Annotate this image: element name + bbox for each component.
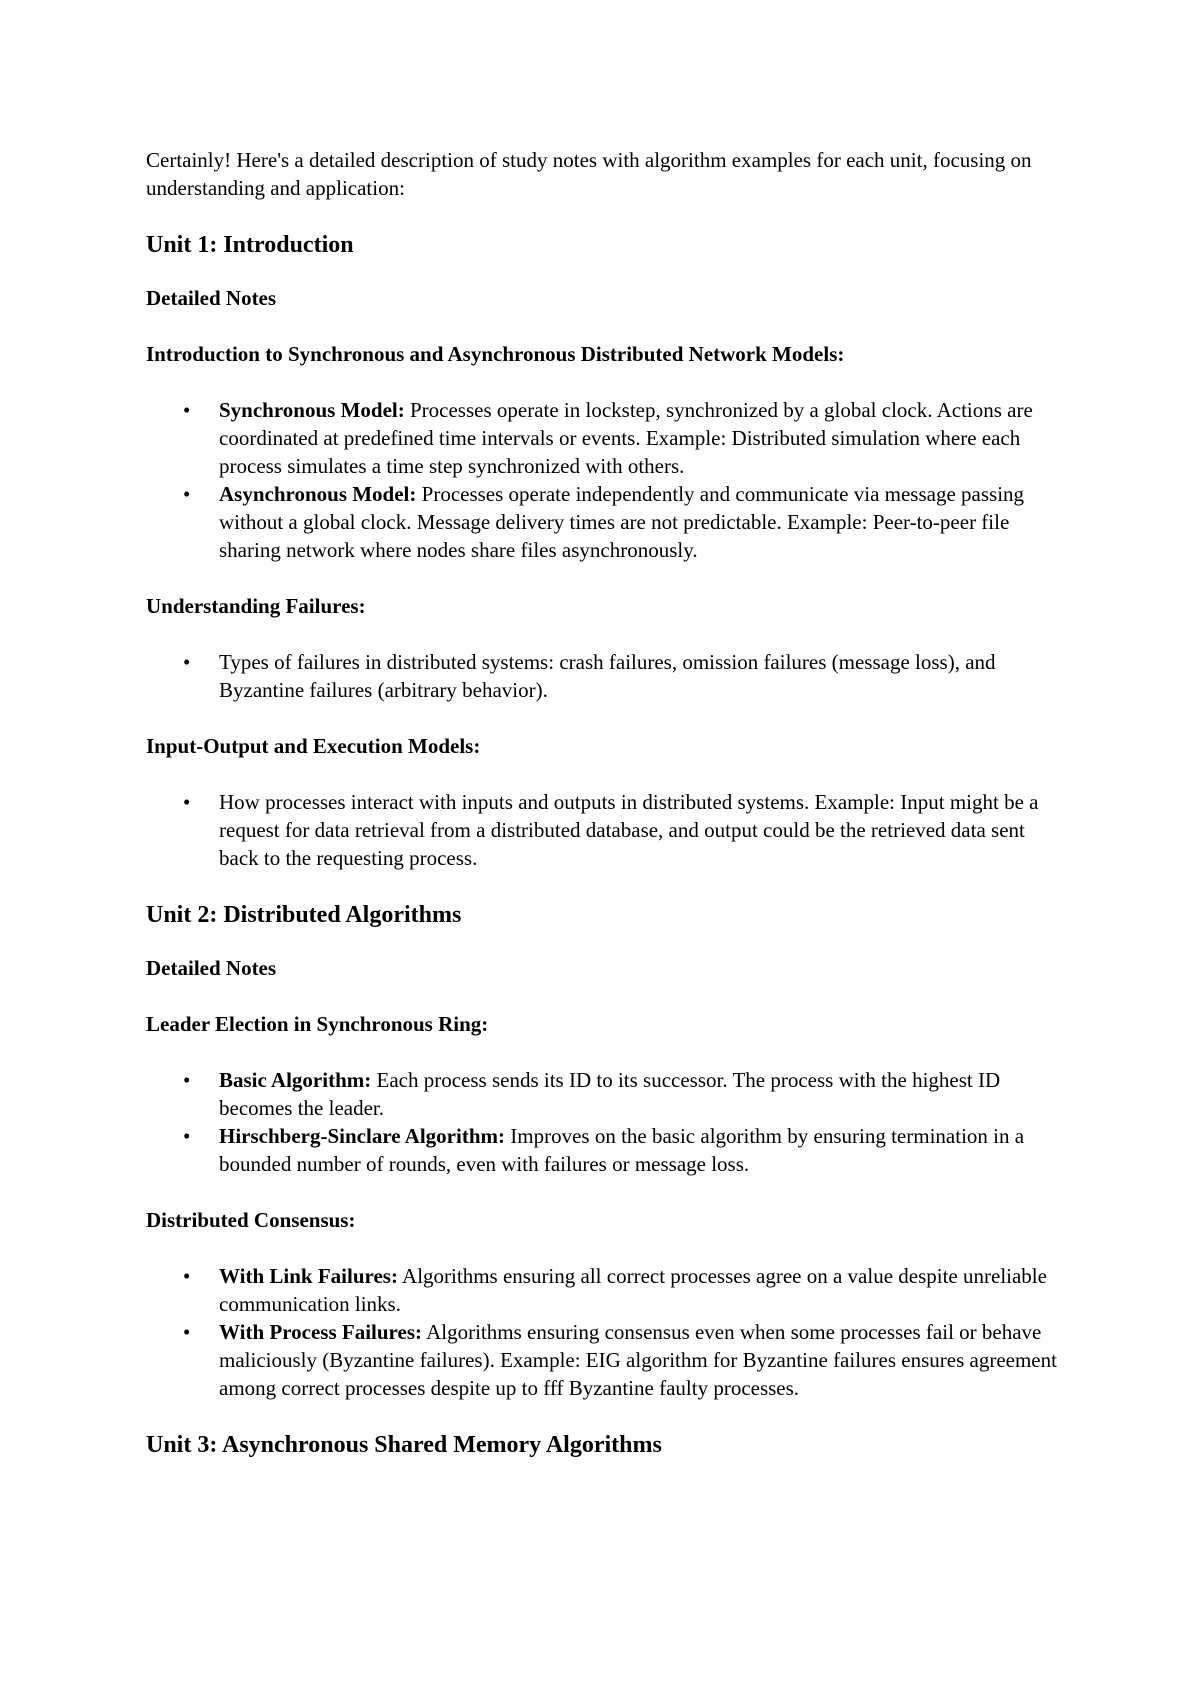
bullet-icon: •: [183, 790, 191, 814]
intro-paragraph: Certainly! Here's a detailed description of study notes with algorithm examples for each unit, focusing on understanding and application:: [146, 148, 1032, 200]
list-item-text: Types of failures in distributed systems: crash failures, omission failures (message loss), and Byzantine failures (arbitrary behavior).: [219, 650, 996, 702]
unit-1-models-list: [146, 396, 1066, 564]
list-item-text: Improves on the basic algorithm by ensuring termination in a bounded number of rounds, even with failures or message loss.: [219, 1124, 1025, 1176]
unit-1-title: Unit 1: Introduction: [146, 232, 354, 258]
list-item-term: Hirschberg-Sinclare Algorithm:: [219, 1124, 505, 1148]
unit-1-notes-label: Detailed Notes: [146, 286, 277, 310]
list-item: [146, 480, 1066, 564]
list-item-text: Processes operate in lockstep, synchronized by a global clock. Actions are coordinated at predefined time intervals or events. Example: Distributed simulation where each process simulates a time step synchronized with others.: [219, 398, 1033, 478]
list-item-term: Basic Algorithm:: [219, 1068, 372, 1092]
list-item-term: Synchronous Model:: [219, 398, 405, 422]
unit-3-title: Unit 3: Asynchronous Shared Memory Algorithms: [146, 1432, 662, 1458]
list-item-term: Asynchronous Model:: [219, 482, 417, 506]
unit-1-failures-list: [146, 648, 1066, 704]
list-item: [146, 788, 1066, 872]
bullet-icon: •: [183, 1320, 191, 1344]
unit-2-consensus-list: [146, 1262, 1066, 1402]
list-item: [146, 1318, 1066, 1402]
unit-2-title: Unit 2: Distributed Algorithms: [146, 902, 462, 928]
list-item-term: With Link Failures:: [219, 1264, 398, 1288]
unit-2-section-leader-heading: Leader Election in Synchronous Ring:: [146, 1012, 489, 1036]
list-item: [146, 1262, 1066, 1318]
list-item: [146, 1066, 1066, 1122]
list-item-text: Algorithms ensuring consensus even when some processes fail or behave maliciously (Byzantine failures). Example: EIG algorithm for Byzantine failures ensures agreement among correct processes despite up to fff Byzantine faulty processes.: [219, 1320, 1057, 1400]
bullet-icon: •: [183, 650, 191, 674]
list-item-text: Each process sends its ID to its successor. The process with the highest ID becomes the leader.: [219, 1068, 1001, 1120]
unit-1-section-io-heading: Input-Output and Execution Models:: [146, 734, 481, 758]
list-item: [146, 396, 1066, 480]
bullet-icon: •: [183, 482, 191, 506]
unit-2-notes-label: Detailed Notes: [146, 956, 277, 980]
list-item-text: Algorithms ensuring all correct processes agree on a value despite unreliable communication links.: [219, 1264, 1047, 1316]
list-item: [146, 648, 1066, 704]
bullet-icon: •: [183, 1264, 191, 1288]
bullet-icon: •: [183, 1124, 191, 1148]
document-page: [146, 146, 1066, 1484]
unit-1-section-models-heading: Introduction to Synchronous and Asynchronous Distributed Network Models:: [146, 342, 845, 366]
list-item: [146, 1122, 1066, 1178]
unit-1-io-list: [146, 788, 1066, 872]
unit-2-section-consensus-heading: Distributed Consensus:: [146, 1208, 356, 1232]
bullet-icon: •: [183, 1068, 191, 1092]
list-item-term: With Process Failures:: [219, 1320, 422, 1344]
list-item-text: Processes operate independently and communicate via message passing without a global clock. Message delivery times are not predictable. Example: Peer-to-peer file sharing network where nodes share files asynchronously.: [219, 482, 1025, 562]
list-item-text: How processes interact with inputs and outputs in distributed systems. Example: Input might be a request for data retrieval from a distributed database, and output could be the retrieved data sent back to the requesting process.: [219, 790, 1039, 870]
unit-1-section-failures-heading: Understanding Failures:: [146, 594, 366, 618]
unit-2-leader-list: [146, 1066, 1066, 1178]
bullet-icon: •: [183, 398, 191, 422]
